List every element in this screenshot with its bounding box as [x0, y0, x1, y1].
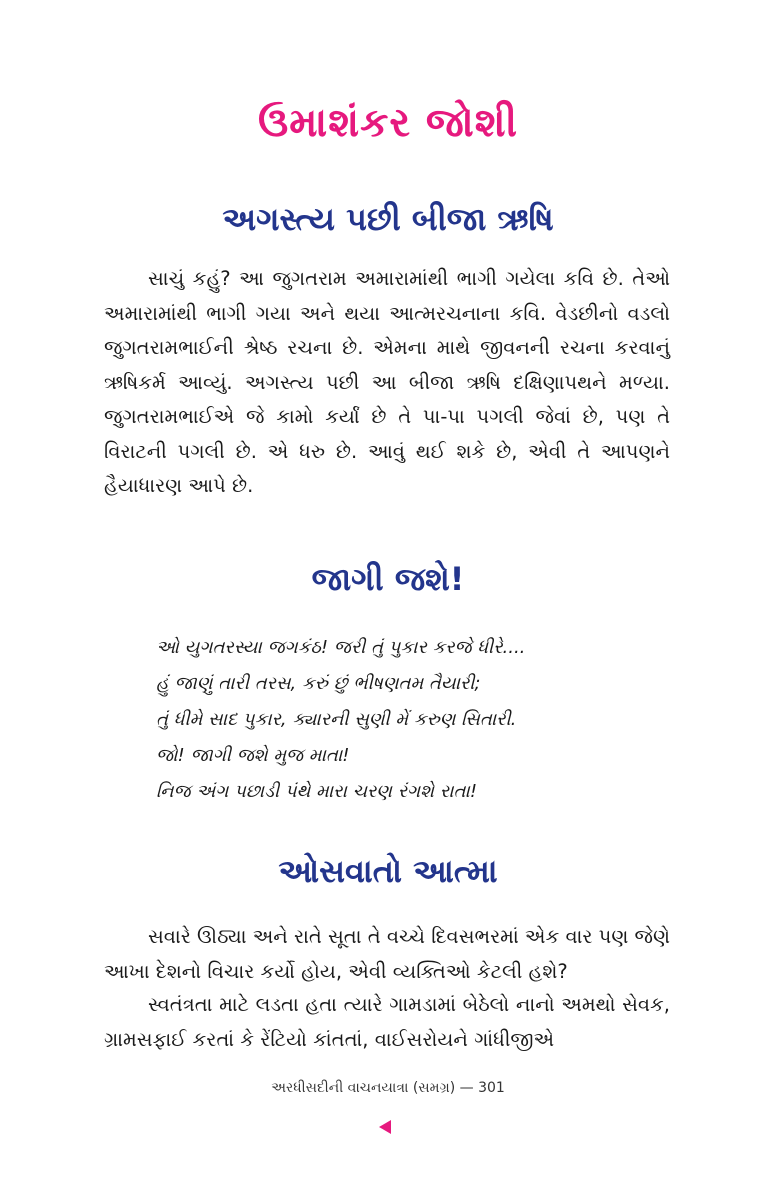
page-footer: અરધીસદીની વાચનયાત્રા (સમગ્ર) — 301	[271, 1080, 505, 1096]
poem-jagi-jashe	[156, 630, 636, 810]
poem-line: જો! જાગી જશે મુજ માતા!	[156, 745, 350, 766]
author-name: ઉમાશંકર જોશી	[257, 100, 519, 146]
section-title-jagi-jashe: જાગી જશે!	[311, 560, 465, 598]
poem-line: ઓ યુગતરસ્યા જગકંઠ! જરી તું પુકાર કરજે ધીરે....	[156, 637, 526, 658]
poem-line: તું ધીમે સાદ પુકાર, ક્યારની સુણી મેં કરુણ સિતારી.	[156, 709, 517, 730]
poem-line: હું જાણું તારી તરસ, કરું છું ભીષણતમ તૈયારી;	[156, 673, 481, 694]
section-title-osvato-atma: ઓસવાતો આત્મા	[278, 852, 498, 890]
triangle-left-icon[interactable]	[379, 1120, 391, 1134]
paragraph-osvato-1: સવારે ઊઠ્યા અને રાતે સૂતા તે વચ્ચે દિવસભરમાં એક વાર પણ જેણે આખા દેશનો વિચાર કર્યો હોય, એવી વ્યક્તિઓ કેટલી હશે?	[104, 925, 670, 983]
paragraph-osvato-2: સ્વતંત્રતા માટે લડતા હતા ત્યારે ગામડામાં બેઠેલો નાનો અમથો સેવક, ગ્રામસફાઈ કરતાં કે રેંટિયો કાંતતાં, વાઈસરોયને ગાંધીજીએ	[104, 993, 670, 1051]
section-title-agastya: અગસ્ત્ય પછી બીજા ઋષિ	[222, 200, 554, 238]
poem-line: નિજ અંગ પછાડી પંથે મારા ચરણ રંગશે રાતા!	[156, 781, 478, 802]
paragraph-agastya: સાચું કહું? આ જુગતરામ અમારામાંથી ભાગી ગયેલા કવિ છે. તેઓ અમારામાંથી ભાગી ગયા અને થયા આત્મરચનાના કવિ. વેડછીનો વડલો જુગતરામભાઈની શ્રેષ્ઠ રચના છે. એમના માથે જીવનની રચના કરવાનું ઋષિકર્મ આવ્યું. અગસ્ત્ય પછી આ બીજા ઋષિ દક્ષિણાપથને મળ્યા. જુગતરામભાઈએ જે કામો કર્યાં છે તે પા-પા પગલી જેવાં છે, પણ તે વિરાટની પગલી છે. એ ધરુ છે. આવું થઈ શકે છે, એવી તે આપણને હૈયાધારણ આપે છે.	[104, 267, 670, 497]
